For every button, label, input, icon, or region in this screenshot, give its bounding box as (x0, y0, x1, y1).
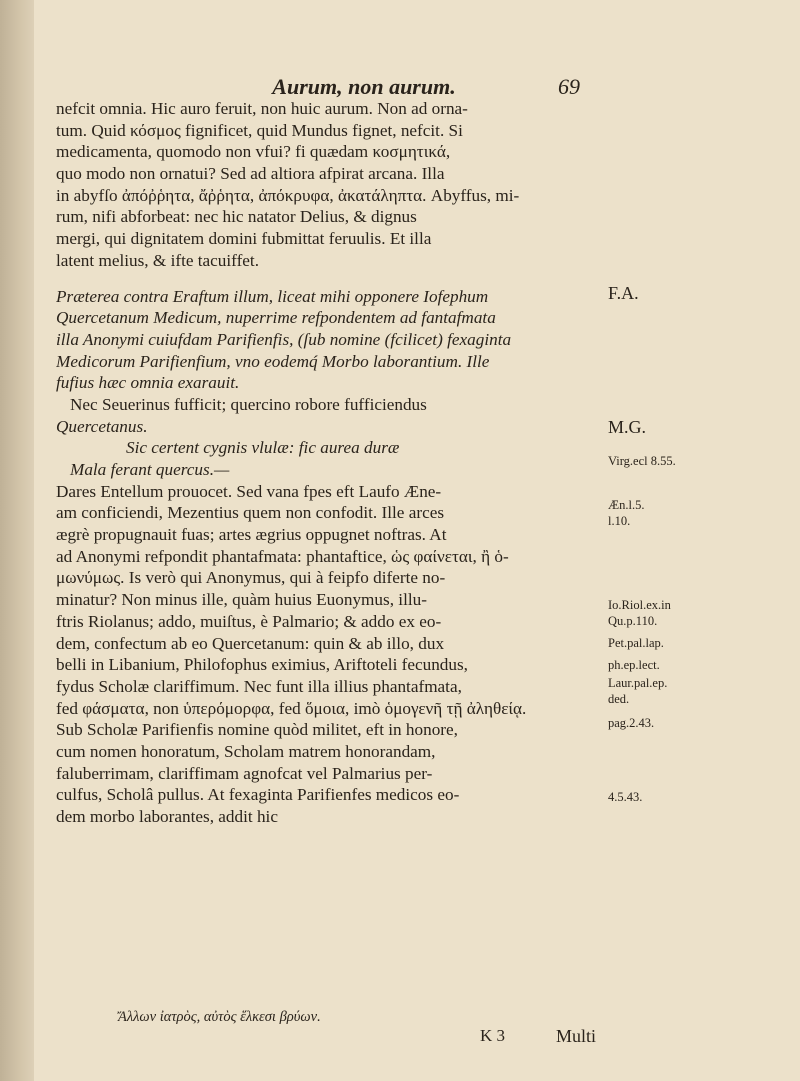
margin-note: Virg.ecl 8.55. (608, 454, 676, 468)
text-line: quo modo non ornatui? Sed ad altiora afpirat arcana. Illa (56, 164, 445, 184)
page-edge (0, 0, 34, 1081)
text-line: ftris Riolanus; addo, muiſtus, è Palmario; & addo ex eo- (56, 611, 442, 631)
footer-greek-line: Ἄλλων ἰατρὸς, αὐτὸς ἕλκεσι βρύων. (118, 1009, 321, 1025)
text-line: ægrè propugnauit fuas; artes ægrius oppugnet noftras. At (56, 525, 447, 545)
text-line: faluberrimam, clariffimam agnofcat vel Palmarius per- (56, 763, 433, 783)
text-line: in abyfſo ἀπόῤῥητα, ἄῤῥητα, ἀπόκρυφα, ἀκατάληπτα. Abyffus, mi- (56, 185, 520, 205)
margin-note: F.A. (608, 283, 639, 303)
margin-note: l.10. (608, 514, 631, 528)
margin-note: Pet.pal.lap. (608, 636, 664, 650)
margin-note: ded. (608, 692, 630, 706)
text-line-italic: illa Anonymi cuiufdam Parifienfis, (ſub nomine (fcilicet) fexaginta (56, 329, 512, 349)
text-line: dem morbo laborantes, addit hic (56, 807, 278, 826)
margin-note: Æn.l.5. (608, 498, 645, 512)
page-number: 69 (558, 74, 580, 99)
main-text (56, 98, 602, 828)
text-line: Sub Scholæ Parifienfis nomine quòd militet, eft in honore, (56, 720, 458, 740)
text-line: Dares Entellum prouocet. Sed vana fpes eft Laufo Æne- (56, 481, 442, 501)
text-line: ad Anonymi refpondit phantafmata: phantaftice, ὡς φαίνεται, ἢ ὁ- (56, 546, 509, 566)
text-line-italic: Præterea contra Eraftum illum, liceat mihi opponere Iofephum (56, 286, 489, 306)
margin-note: ph.ep.lect. (608, 658, 660, 672)
catchword: Multi (556, 1026, 597, 1046)
text-line-italic: Quercetanum Medicum, nuperrime refpondentem ad fantafmata (56, 308, 496, 328)
text-line: cum nomen honoratum, Scholam matrem honorandam, (56, 741, 436, 761)
text-line: nefcit omnia. Hic auro feruit, non huic aurum. Non ad orna- (56, 99, 468, 118)
margin-note: 4.5.43. (608, 790, 643, 804)
text-line-italic: Quercetanus. (56, 416, 148, 436)
margin-note: M.G. (608, 417, 647, 437)
signature-mark: K 3 (480, 1026, 506, 1045)
text-line: medicamenta, quomodo non vfui? fi quædam κοσμητικά, (56, 142, 451, 162)
margin-note: Io.Riol.ex.in (608, 598, 671, 612)
text-line: mergi, qui dignitatem domini fubmittat feruulis. Et illa (56, 229, 432, 249)
verse-line: Sic certent cygnis vlulæ: fic aurea duræ (126, 438, 400, 458)
text-line: dem, confectum ab eo Quercetanum: quin & ab illo, dux (56, 633, 445, 653)
text-line: fed φάσματα, non ὑπερόμορφα, fed ὅμοια, imò ὁμογενῆ τῇ ἀληθείᾳ. (56, 698, 527, 718)
margin-note: Laur.pal.ep. (608, 676, 668, 690)
text-line: culfus, Scholâ pullus. At fexaginta Parifienfes medicos eo- (56, 785, 460, 805)
text-line: fydus Scholæ clariffimum. Nec funt illa illius phantafmata, (56, 676, 462, 696)
text-line: rum, nifi abforbeat: nec hic natator Delius, & dignus (56, 207, 417, 227)
text-line: belli in Libanium, Philofophus eximius, Ariftoteli fecundus, (56, 655, 468, 675)
book-page (34, 0, 800, 1081)
margin-note: Qu.p.110. (608, 614, 658, 628)
text-line-italic: fufius hæc omnia exarauit. (56, 373, 240, 393)
text-line: tum. Quid κόσμος fignificet, quid Mundus fignet, nefcit. Si (56, 120, 463, 140)
text-line: minatur? Non minus ille, quàm huius Euonymus, illu- (56, 590, 427, 610)
verse-line: Mala ferant quercus.— (70, 460, 230, 479)
text-line: Nec Seuerinus fufficit; quercino robore fufficiendus (70, 394, 427, 414)
text-line: μωνύμως. Is verò qui Anonymus, qui à feipfo diferte no- (56, 568, 446, 588)
text-line: am conficiendi, Mezentius quem non confodit. Ille arces (56, 503, 445, 523)
margin-note: pag.2.43. (608, 716, 655, 730)
text-line: latent melius, & ifte tacuiffet. (56, 250, 260, 270)
running-head: Aurum, non aurum. (272, 74, 456, 99)
text-line-italic: Medicorum Parifienfium, vno eodemq́ Morbo laborantium. Ille (56, 351, 490, 371)
